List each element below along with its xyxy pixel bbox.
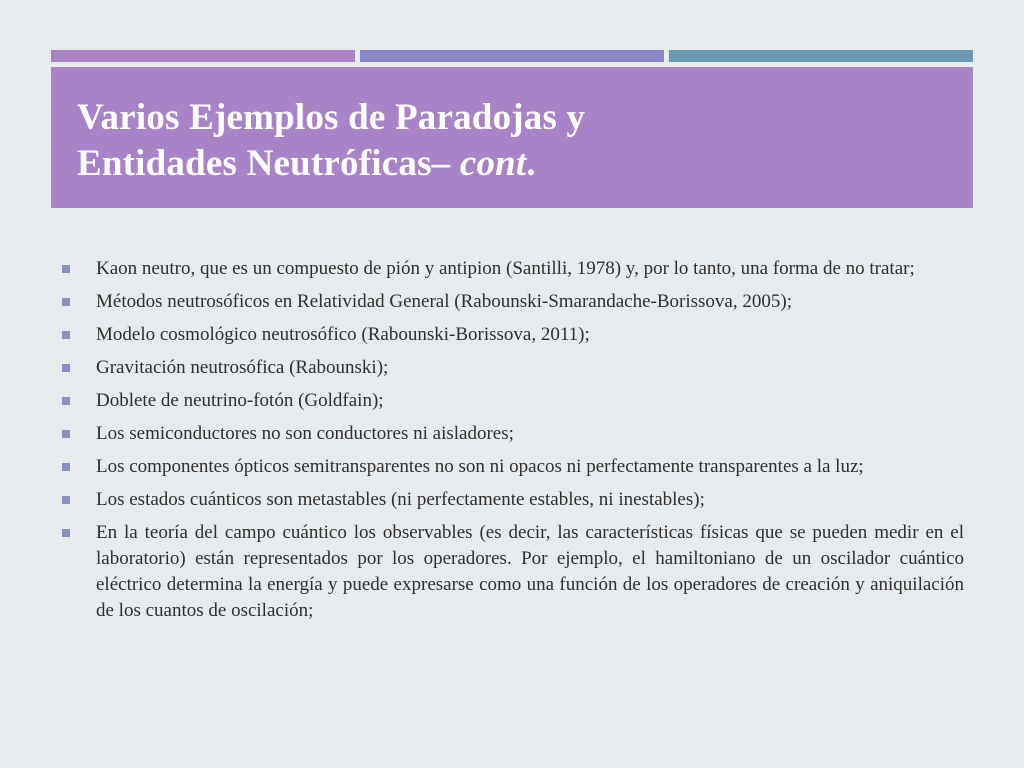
bullet-text: En la teoría del campo cuántico los observables (es decir, las características físicas que se pueden medir en el laboratorio) están representados por los operadores. Por ejemplo, el hamiltoniano de un oscilador cuántico eléctrico determina la energía y puede expresarse como una función de los operadores de creación y aniquilación de los cuantos de oscilación; [96,522,964,621]
bullet-square-icon [62,298,70,306]
bullet-text: Gravitación neutrosófica (Rabounski); [96,357,389,378]
bullet-square-icon [62,397,70,405]
bullet-text: Doblete de neutrino-fotón (Goldfain); [96,390,384,411]
bullet-square-icon [62,463,70,471]
bullet-text: Los componentes ópticos semitransparentes no son ni opacos ni perfectamente transparentes a la luz; [96,456,864,477]
bullet-list [60,256,964,631]
bullet-item [60,388,964,414]
bullet-text: Kaon neutro, que es un compuesto de pión y antipion (Santilli, 1978) y, por lo tanto, una forma de no tratar; [96,258,915,279]
bullet-item [60,355,964,381]
bullet-text: Modelo cosmológico neutrosófico (Rabounski-Borissova, 2011); [96,324,590,345]
title-band [51,67,973,208]
bullet-square-icon [62,265,70,273]
bullet-item [60,421,964,447]
accent-bar-violet [360,50,664,62]
bullet-text: Los semiconductores no son conductores ni aisladores; [96,423,514,444]
accent-bar-purple [51,50,355,62]
bullet-item [60,322,964,348]
slide-title [77,95,973,187]
bullet-item [60,289,964,315]
title-line-2-italic: cont [459,143,527,184]
bullet-square-icon [62,529,70,537]
bullet-item [60,520,964,624]
bullet-item [60,487,964,513]
bullet-square-icon [62,331,70,339]
bullet-square-icon [62,364,70,372]
bullet-square-icon [62,430,70,438]
bullet-item [60,454,964,480]
bullet-text: Los estados cuánticos son metastables (ni perfectamente estables, ni inestables); [96,489,705,510]
title-line-1: Varios Ejemplos de Paradojas y [77,97,586,138]
accent-bar-teal [669,50,973,62]
bullet-square-icon [62,496,70,504]
bullet-text: Métodos neutrosóficos en Relatividad General (Rabounski-Smarandache-Borissova, 2005); [96,291,792,312]
bullet-item [60,256,964,282]
title-line-2: Entidades Neutróficas– [77,143,460,184]
title-line-2-end: . [526,143,536,184]
